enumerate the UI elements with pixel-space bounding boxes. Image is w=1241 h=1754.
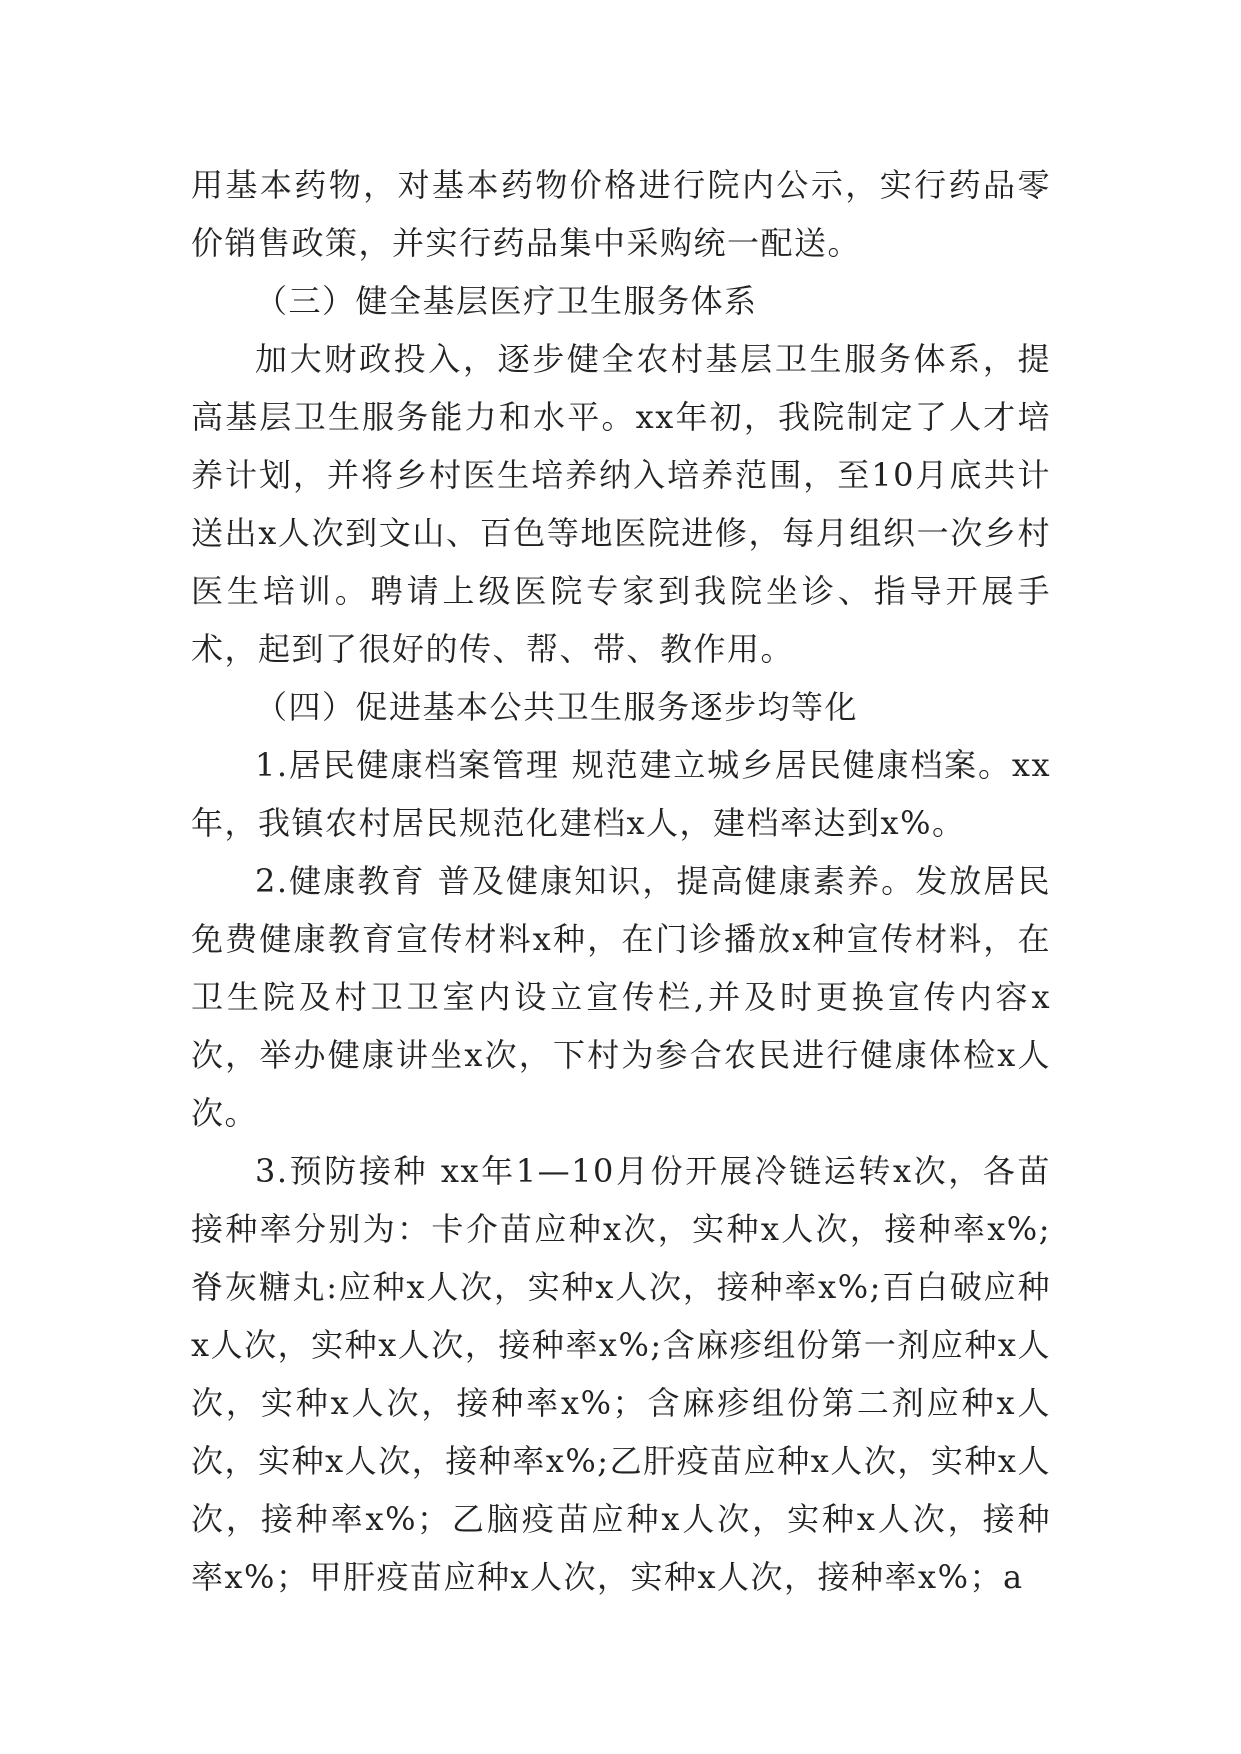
paragraph-continuation: 用基本药物，对基本药物价格进行院内公示，实行药品零价销售政策，并实行药品集中采购统一配送。 xyxy=(191,166,1051,262)
paragraph-health-education: 2.健康教育 普及健康知识，提高健康素养。发放居民免费健康教育宣传材料x种，在门诊播放x种宣传材料，在卫生院及村卫卫室内设立宣传栏,并及时更换宣传内容x次，举办健康讲坐x次，下村为参合农民进行健康体检x人次。 xyxy=(191,862,1051,1132)
paragraph-vaccination: 3.预防接种 xx年1—10月份开展冷链运转x次，各苗接种率分别为：卡介苗应种x次，实种x人次，接种率x%;脊灰糖丸:应种x人次，实种x人次，接种率x%;百白破应种x人次，实种x人次，接种率x%;含麻疹组份第一剂应种x人次，实种x人次，接种率x%；含麻疹组份第二剂应种x人次，实种x人次，接种率x%;乙肝疫苗应种x人次，实种x人次，接种率x%；乙脑疫苗应种x人次，实种x人次，接种率x%；甲肝疫苗应种x人次，实种x人次，接种率x%；a xyxy=(191,1152,1051,1596)
paragraph-primary-care: 加大财政投入，逐步健全农村基层卫生服务体系，提高基层卫生服务能力和水平。xx年初，我院制定了人才培养计划，并将乡村医生培养纳入培养范围，至10月底共计送出x人次到文山、百色等地医院进修，每月组织一次乡村医生培训。聘请上级医院专家到我院坐诊、指导开展手术，起到了很好的传、帮、带、教作用。 xyxy=(191,340,1051,668)
section-heading-4: （四）促进基本公共卫生服务逐步均等化 xyxy=(255,688,859,726)
paragraph-health-records: 1.居民健康档案管理 规范建立城乡居民健康档案。xx年，我镇农村居民规范化建档x人，建档率达到x%。 xyxy=(191,746,1051,842)
section-heading-3: （三）健全基层医疗卫生服务体系 xyxy=(255,282,758,320)
document-body xyxy=(191,156,1051,1606)
